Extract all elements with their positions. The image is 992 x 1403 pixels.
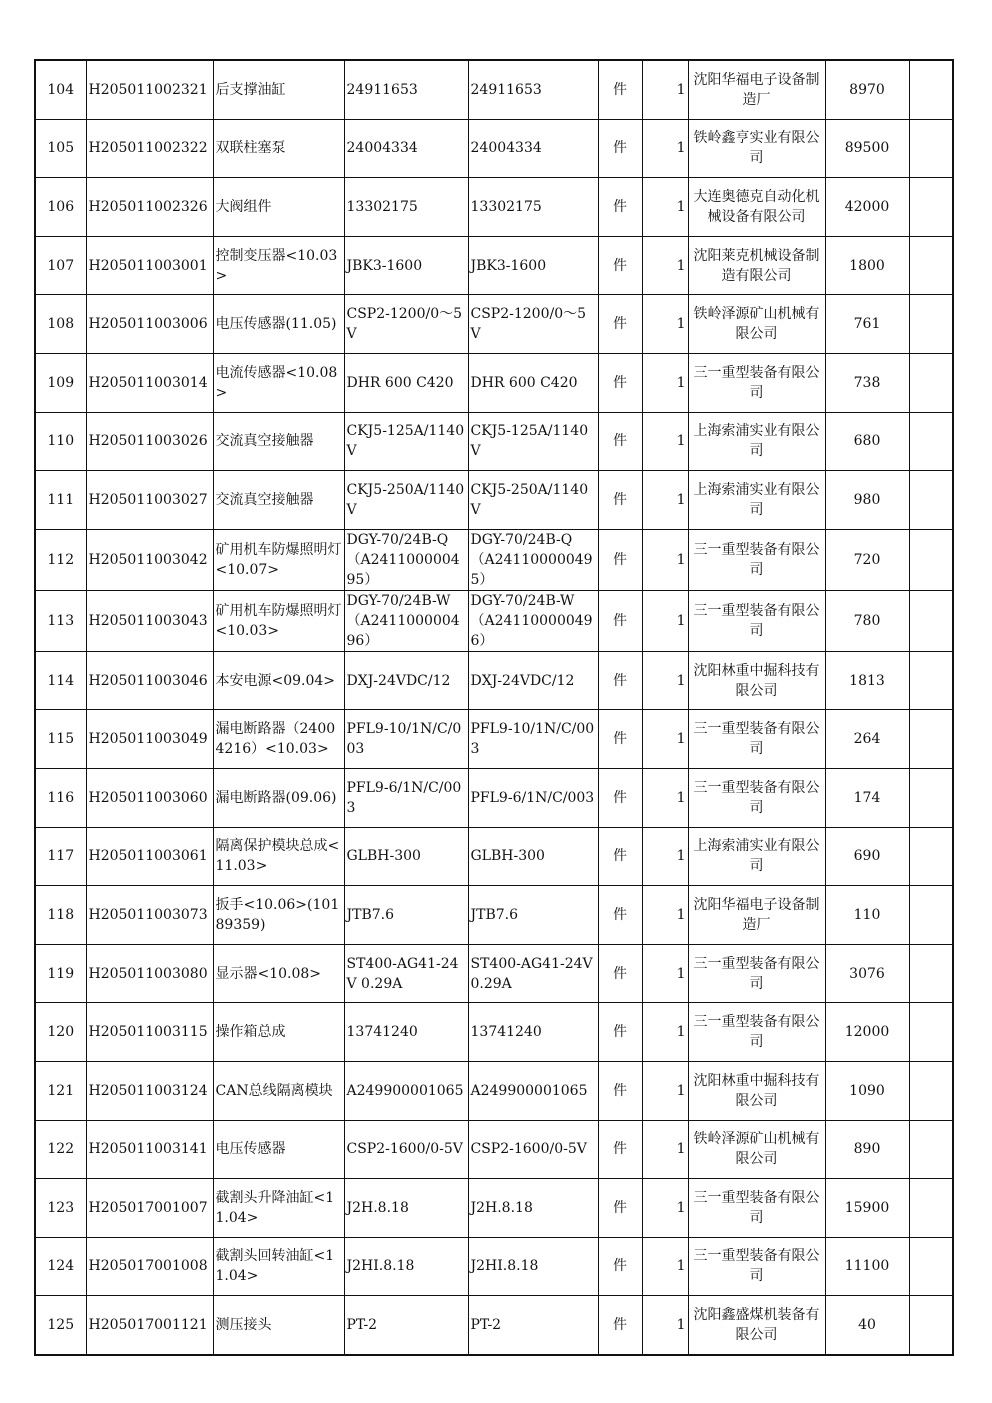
specification: J2H.8.18 [468,1179,598,1238]
unit: 件 [598,295,642,354]
material-name: 漏电断路器（24004216）<10.03> [213,710,344,769]
model-number: DHR 600 C420 [344,353,468,412]
price: 738 [825,353,909,412]
price: 780 [825,590,909,651]
table-row [35,944,953,1003]
unit: 件 [598,529,642,590]
supplier: 沈阳林重中掘科技有限公司 [688,651,825,710]
material-name: 电流传感器<10.08> [213,353,344,412]
table-row [35,1296,953,1355]
row-number: 119 [35,944,86,1003]
unit: 件 [598,1120,642,1179]
unit: 件 [598,1296,642,1355]
unit: 件 [598,590,642,651]
table-row [35,119,953,178]
quantity: 1 [642,353,688,412]
model-number: 24911653 [344,60,468,119]
specification: 24004334 [468,119,598,178]
quantity: 1 [642,710,688,769]
material-code: H205011003061 [86,827,213,886]
price: 1090 [825,1061,909,1120]
row-number: 122 [35,1120,86,1179]
empty-cell [909,1237,953,1296]
specification: JTB7.6 [468,886,598,945]
price: 8970 [825,60,909,119]
material-code: H205011003026 [86,412,213,471]
specification: CKJ5-125A/1140V [468,412,598,471]
material-code: H205011002321 [86,60,213,119]
quantity: 1 [642,529,688,590]
row-number: 115 [35,710,86,769]
model-number: CSP2-1200/0～5V [344,295,468,354]
price: 890 [825,1120,909,1179]
specification: A249900001065 [468,1061,598,1120]
unit: 件 [598,236,642,295]
material-name: 测压接头 [213,1296,344,1355]
table-row [35,60,953,119]
table-row [35,236,953,295]
unit: 件 [598,1061,642,1120]
specification: PFL9-6/1N/C/003 [468,768,598,827]
specification: CSP2-1200/0～5V [468,295,598,354]
material-name: 矿用机车防爆照明灯<10.07> [213,529,344,590]
quantity: 1 [642,827,688,886]
row-number: 124 [35,1237,86,1296]
price: 690 [825,827,909,886]
unit: 件 [598,353,642,412]
supplier: 上海索浦实业有限公司 [688,827,825,886]
row-number: 106 [35,178,86,237]
material-name: 本安电源<09.04> [213,651,344,710]
table-row [35,886,953,945]
price: 40 [825,1296,909,1355]
price: 720 [825,529,909,590]
unit: 件 [598,471,642,530]
price: 12000 [825,1003,909,1062]
unit: 件 [598,178,642,237]
supplier: 三一重型装备有限公司 [688,944,825,1003]
specification: ST400-AG41-24V 0.29A [468,944,598,1003]
empty-cell [909,768,953,827]
material-code: H205011003060 [86,768,213,827]
specification: J2HⅠ.8.18 [468,1237,598,1296]
material-name: 大阀组件 [213,178,344,237]
empty-cell [909,827,953,886]
price: 110 [825,886,909,945]
supplier: 三一重型装备有限公司 [688,1003,825,1062]
supplier: 三一重型装备有限公司 [688,353,825,412]
price: 174 [825,768,909,827]
table-row [35,768,953,827]
specification: GLBH-300 [468,827,598,886]
table-row [35,1237,953,1296]
material-code: H205011003006 [86,295,213,354]
row-number: 105 [35,119,86,178]
row-number: 112 [35,529,86,590]
specification: CSP2-1600/0-5V [468,1120,598,1179]
price: 680 [825,412,909,471]
empty-cell [909,710,953,769]
material-code: H205011003014 [86,353,213,412]
material-name: 电压传感器 [213,1120,344,1179]
unit: 件 [598,651,642,710]
price: 761 [825,295,909,354]
supplier: 三一重型装备有限公司 [688,529,825,590]
model-number: 24004334 [344,119,468,178]
unit: 件 [598,1237,642,1296]
material-code: H205011002322 [86,119,213,178]
material-name: 双联柱塞泵 [213,119,344,178]
empty-cell [909,1003,953,1062]
model-number: PFL9-6/1N/C/003 [344,768,468,827]
supplier: 铁岭泽源矿山机械有限公司 [688,295,825,354]
unit: 件 [598,827,642,886]
quantity: 1 [642,412,688,471]
model-number: ST400-AG41-24V 0.29A [344,944,468,1003]
price: 11100 [825,1237,909,1296]
quantity: 1 [642,236,688,295]
row-number: 125 [35,1296,86,1355]
empty-cell [909,295,953,354]
material-code: H205011002326 [86,178,213,237]
table-row [35,827,953,886]
material-code: H205011003042 [86,529,213,590]
supplier: 三一重型装备有限公司 [688,590,825,651]
unit: 件 [598,119,642,178]
material-code: H205017001121 [86,1296,213,1355]
table-body [35,60,953,1355]
quantity: 1 [642,1296,688,1355]
material-name: 后支撑油缸 [213,60,344,119]
price: 89500 [825,119,909,178]
price: 1800 [825,236,909,295]
row-number: 123 [35,1179,86,1238]
material-code: H205011003115 [86,1003,213,1062]
row-number: 120 [35,1003,86,1062]
price: 980 [825,471,909,530]
supplier: 沈阳华福电子设备制造厂 [688,60,825,119]
unit: 件 [598,944,642,1003]
row-number: 114 [35,651,86,710]
empty-cell [909,1296,953,1355]
model-number: DGY-70/24B-Q（A241100000495） [344,529,468,590]
model-number: PFL9-10/1N/C/003 [344,710,468,769]
quantity: 1 [642,1237,688,1296]
material-code: H205017001007 [86,1179,213,1238]
specification: JBK3-1600 [468,236,598,295]
supplier: 大连奥德克自动化机械设备有限公司 [688,178,825,237]
material-code: H205011003080 [86,944,213,1003]
supplier: 沈阳鑫盛煤机装备有限公司 [688,1296,825,1355]
row-number: 110 [35,412,86,471]
table-row [35,529,953,590]
material-code: H205011003046 [86,651,213,710]
material-name: 交流真空接触器 [213,471,344,530]
model-number: JBK3-1600 [344,236,468,295]
model-number: JTB7.6 [344,886,468,945]
material-name: 控制变压器<10.03> [213,236,344,295]
model-number: CKJ5-125A/1140V [344,412,468,471]
model-number: J2H.8.18 [344,1179,468,1238]
table-row [35,590,953,651]
row-number: 121 [35,1061,86,1120]
empty-cell [909,471,953,530]
table-row [35,710,953,769]
empty-cell [909,236,953,295]
price: 15900 [825,1179,909,1238]
model-number: 13302175 [344,178,468,237]
material-name: 矿用机车防爆照明灯<10.03> [213,590,344,651]
supplier: 铁岭鑫亨实业有限公司 [688,119,825,178]
unit: 件 [598,1179,642,1238]
specification: CKJ5-250A/1140V [468,471,598,530]
row-number: 111 [35,471,86,530]
model-number: 13741240 [344,1003,468,1062]
row-number: 116 [35,768,86,827]
material-code: H205011003043 [86,590,213,651]
material-name: 截割头升降油缸<11.04> [213,1179,344,1238]
quantity: 1 [642,590,688,651]
empty-cell [909,529,953,590]
specification: 13741240 [468,1003,598,1062]
row-number: 117 [35,827,86,886]
quantity: 1 [642,886,688,945]
model-number: DXJ-24VDC/12 [344,651,468,710]
material-name: 显示器<10.08> [213,944,344,1003]
specification: DHR 600 C420 [468,353,598,412]
quantity: 1 [642,295,688,354]
model-number: CSP2-1600/0-5V [344,1120,468,1179]
empty-cell [909,944,953,1003]
empty-cell [909,886,953,945]
table-row [35,1061,953,1120]
empty-cell [909,353,953,412]
material-name: 电压传感器(11.05) [213,295,344,354]
supplier: 沈阳华福电子设备制造厂 [688,886,825,945]
quantity: 1 [642,1120,688,1179]
supplier: 沈阳林重中掘科技有限公司 [688,1061,825,1120]
empty-cell [909,178,953,237]
material-name: 漏电断路器(09.06) [213,768,344,827]
quantity: 1 [642,1003,688,1062]
unit: 件 [598,886,642,945]
quantity: 1 [642,768,688,827]
model-number: GLBH-300 [344,827,468,886]
material-name: 交流真空接触器 [213,412,344,471]
supplier: 三一重型装备有限公司 [688,710,825,769]
specification: 24911653 [468,60,598,119]
quantity: 1 [642,1061,688,1120]
row-number: 107 [35,236,86,295]
row-number: 108 [35,295,86,354]
model-number: CKJ5-250A/1140V [344,471,468,530]
model-number: PT-2 [344,1296,468,1355]
specification: PT-2 [468,1296,598,1355]
material-code: H205011003141 [86,1120,213,1179]
empty-cell [909,1120,953,1179]
material-code: H205017001008 [86,1237,213,1296]
quantity: 1 [642,944,688,1003]
material-name: 隔离保护模块总成<11.03> [213,827,344,886]
row-number: 118 [35,886,86,945]
material-name: CAN总线隔离模块 [213,1061,344,1120]
supplier: 三一重型装备有限公司 [688,1237,825,1296]
material-code: H205011003027 [86,471,213,530]
quantity: 1 [642,471,688,530]
supplier: 上海索浦实业有限公司 [688,471,825,530]
price: 1813 [825,651,909,710]
table-row [35,471,953,530]
table-row [35,178,953,237]
price: 42000 [825,178,909,237]
row-number: 104 [35,60,86,119]
price: 264 [825,710,909,769]
model-number: A249900001065 [344,1061,468,1120]
empty-cell [909,60,953,119]
specification: DXJ-24VDC/12 [468,651,598,710]
parts-table [34,59,954,1356]
material-code: H205011003073 [86,886,213,945]
specification: 13302175 [468,178,598,237]
quantity: 1 [642,178,688,237]
empty-cell [909,1179,953,1238]
table-row [35,412,953,471]
material-code: H205011003049 [86,710,213,769]
unit: 件 [598,60,642,119]
unit: 件 [598,768,642,827]
table-row [35,1179,953,1238]
supplier: 上海索浦实业有限公司 [688,412,825,471]
empty-cell [909,1061,953,1120]
quantity: 1 [642,1179,688,1238]
quantity: 1 [642,651,688,710]
specification: DGY-70/24B-Q（A241100000495） [468,529,598,590]
supplier: 三一重型装备有限公司 [688,1179,825,1238]
material-code: H205011003001 [86,236,213,295]
table-row [35,651,953,710]
specification: DGY-70/24B-W（A241100000496） [468,590,598,651]
row-number: 109 [35,353,86,412]
material-code: H205011003124 [86,1061,213,1120]
supplier: 沈阳莱克机械设备制造有限公司 [688,236,825,295]
empty-cell [909,651,953,710]
table-row [35,353,953,412]
supplier: 三一重型装备有限公司 [688,768,825,827]
quantity: 1 [642,119,688,178]
unit: 件 [598,710,642,769]
material-name: 截割头回转油缸<11.04> [213,1237,344,1296]
material-name: 扳手<10.06>(10189359) [213,886,344,945]
model-number: DGY-70/24B-W（A241100000496） [344,590,468,651]
price: 3076 [825,944,909,1003]
row-number: 113 [35,590,86,651]
specification: PFL9-10/1N/C/003 [468,710,598,769]
empty-cell [909,119,953,178]
empty-cell [909,412,953,471]
unit: 件 [598,412,642,471]
model-number: J2HⅠ.8.18 [344,1237,468,1296]
unit: 件 [598,1003,642,1062]
empty-cell [909,590,953,651]
supplier: 铁岭泽源矿山机械有限公司 [688,1120,825,1179]
quantity: 1 [642,60,688,119]
table-row [35,295,953,354]
table-row [35,1120,953,1179]
table-row [35,1003,953,1062]
material-name: 操作箱总成 [213,1003,344,1062]
